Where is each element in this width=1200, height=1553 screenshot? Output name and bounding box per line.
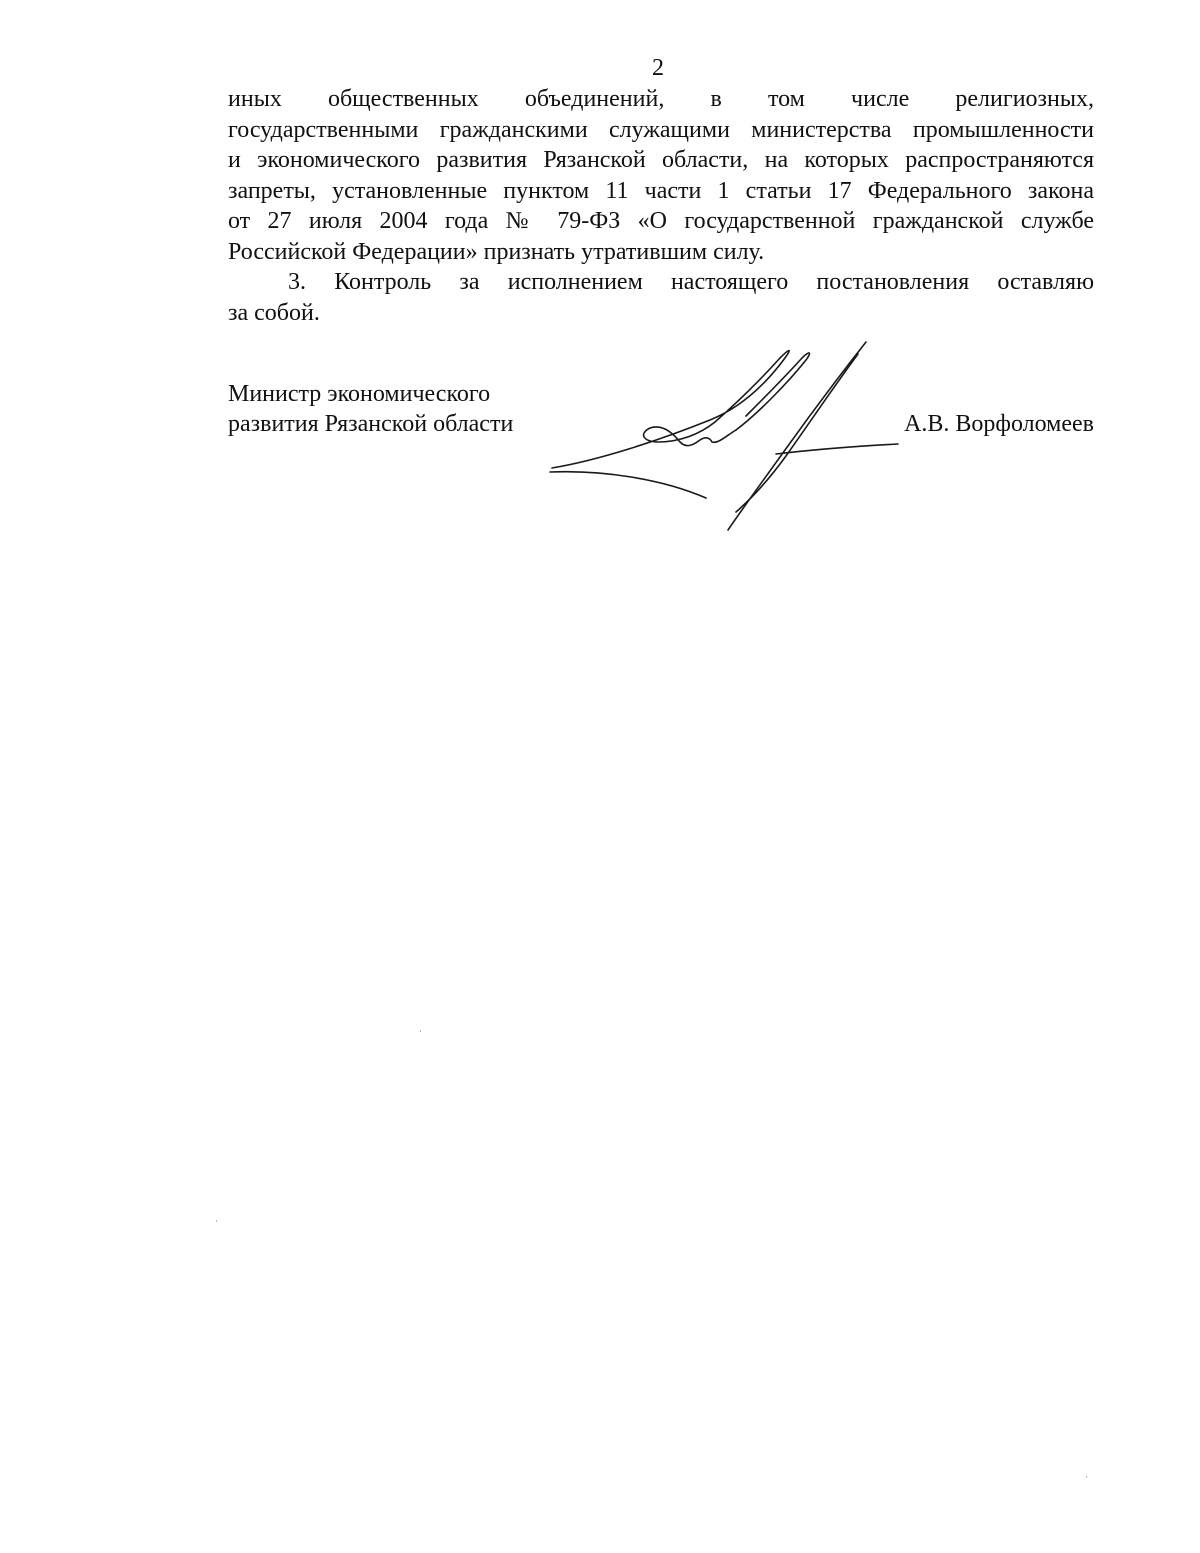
text-line: запреты, установленные пунктом 11 части 1 статьи 17 Федерального закона [228,177,1094,204]
scan-speck [216,1220,217,1222]
page-number-text: 2 [652,55,664,81]
scan-speck [1086,1476,1087,1478]
document-body [228,84,1094,328]
signer-name: А.В. Ворфоломеев [904,411,1094,437]
text-line: и экономического развития Рязанской области, на которых распространяются [228,147,1094,173]
text-line: за собой. [228,299,320,326]
page-number [0,54,1200,82]
signer-title [228,379,513,439]
scan-speck [420,1030,421,1032]
paragraph-continued [228,84,1094,267]
text-line: Российской Федерации» признать утратившим силу. [228,238,765,265]
signer-title-line: развития Рязанской области [228,411,514,437]
handwritten-signature [540,330,920,540]
paragraph-control [228,267,1094,328]
text-line: иных общественных объединений, в том числе религиозных, [228,86,1094,112]
signer-title-line: Министр экономического [228,381,491,407]
text-line: 3. Контроль за исполнением настоящего постановления оставляю [288,269,1094,295]
text-line: государственными гражданскими служащими министерства промышленности [228,116,1094,143]
text-line: от 27 июля 2004 года № 79-ФЗ «О государственной гражданской службе [228,208,1094,234]
